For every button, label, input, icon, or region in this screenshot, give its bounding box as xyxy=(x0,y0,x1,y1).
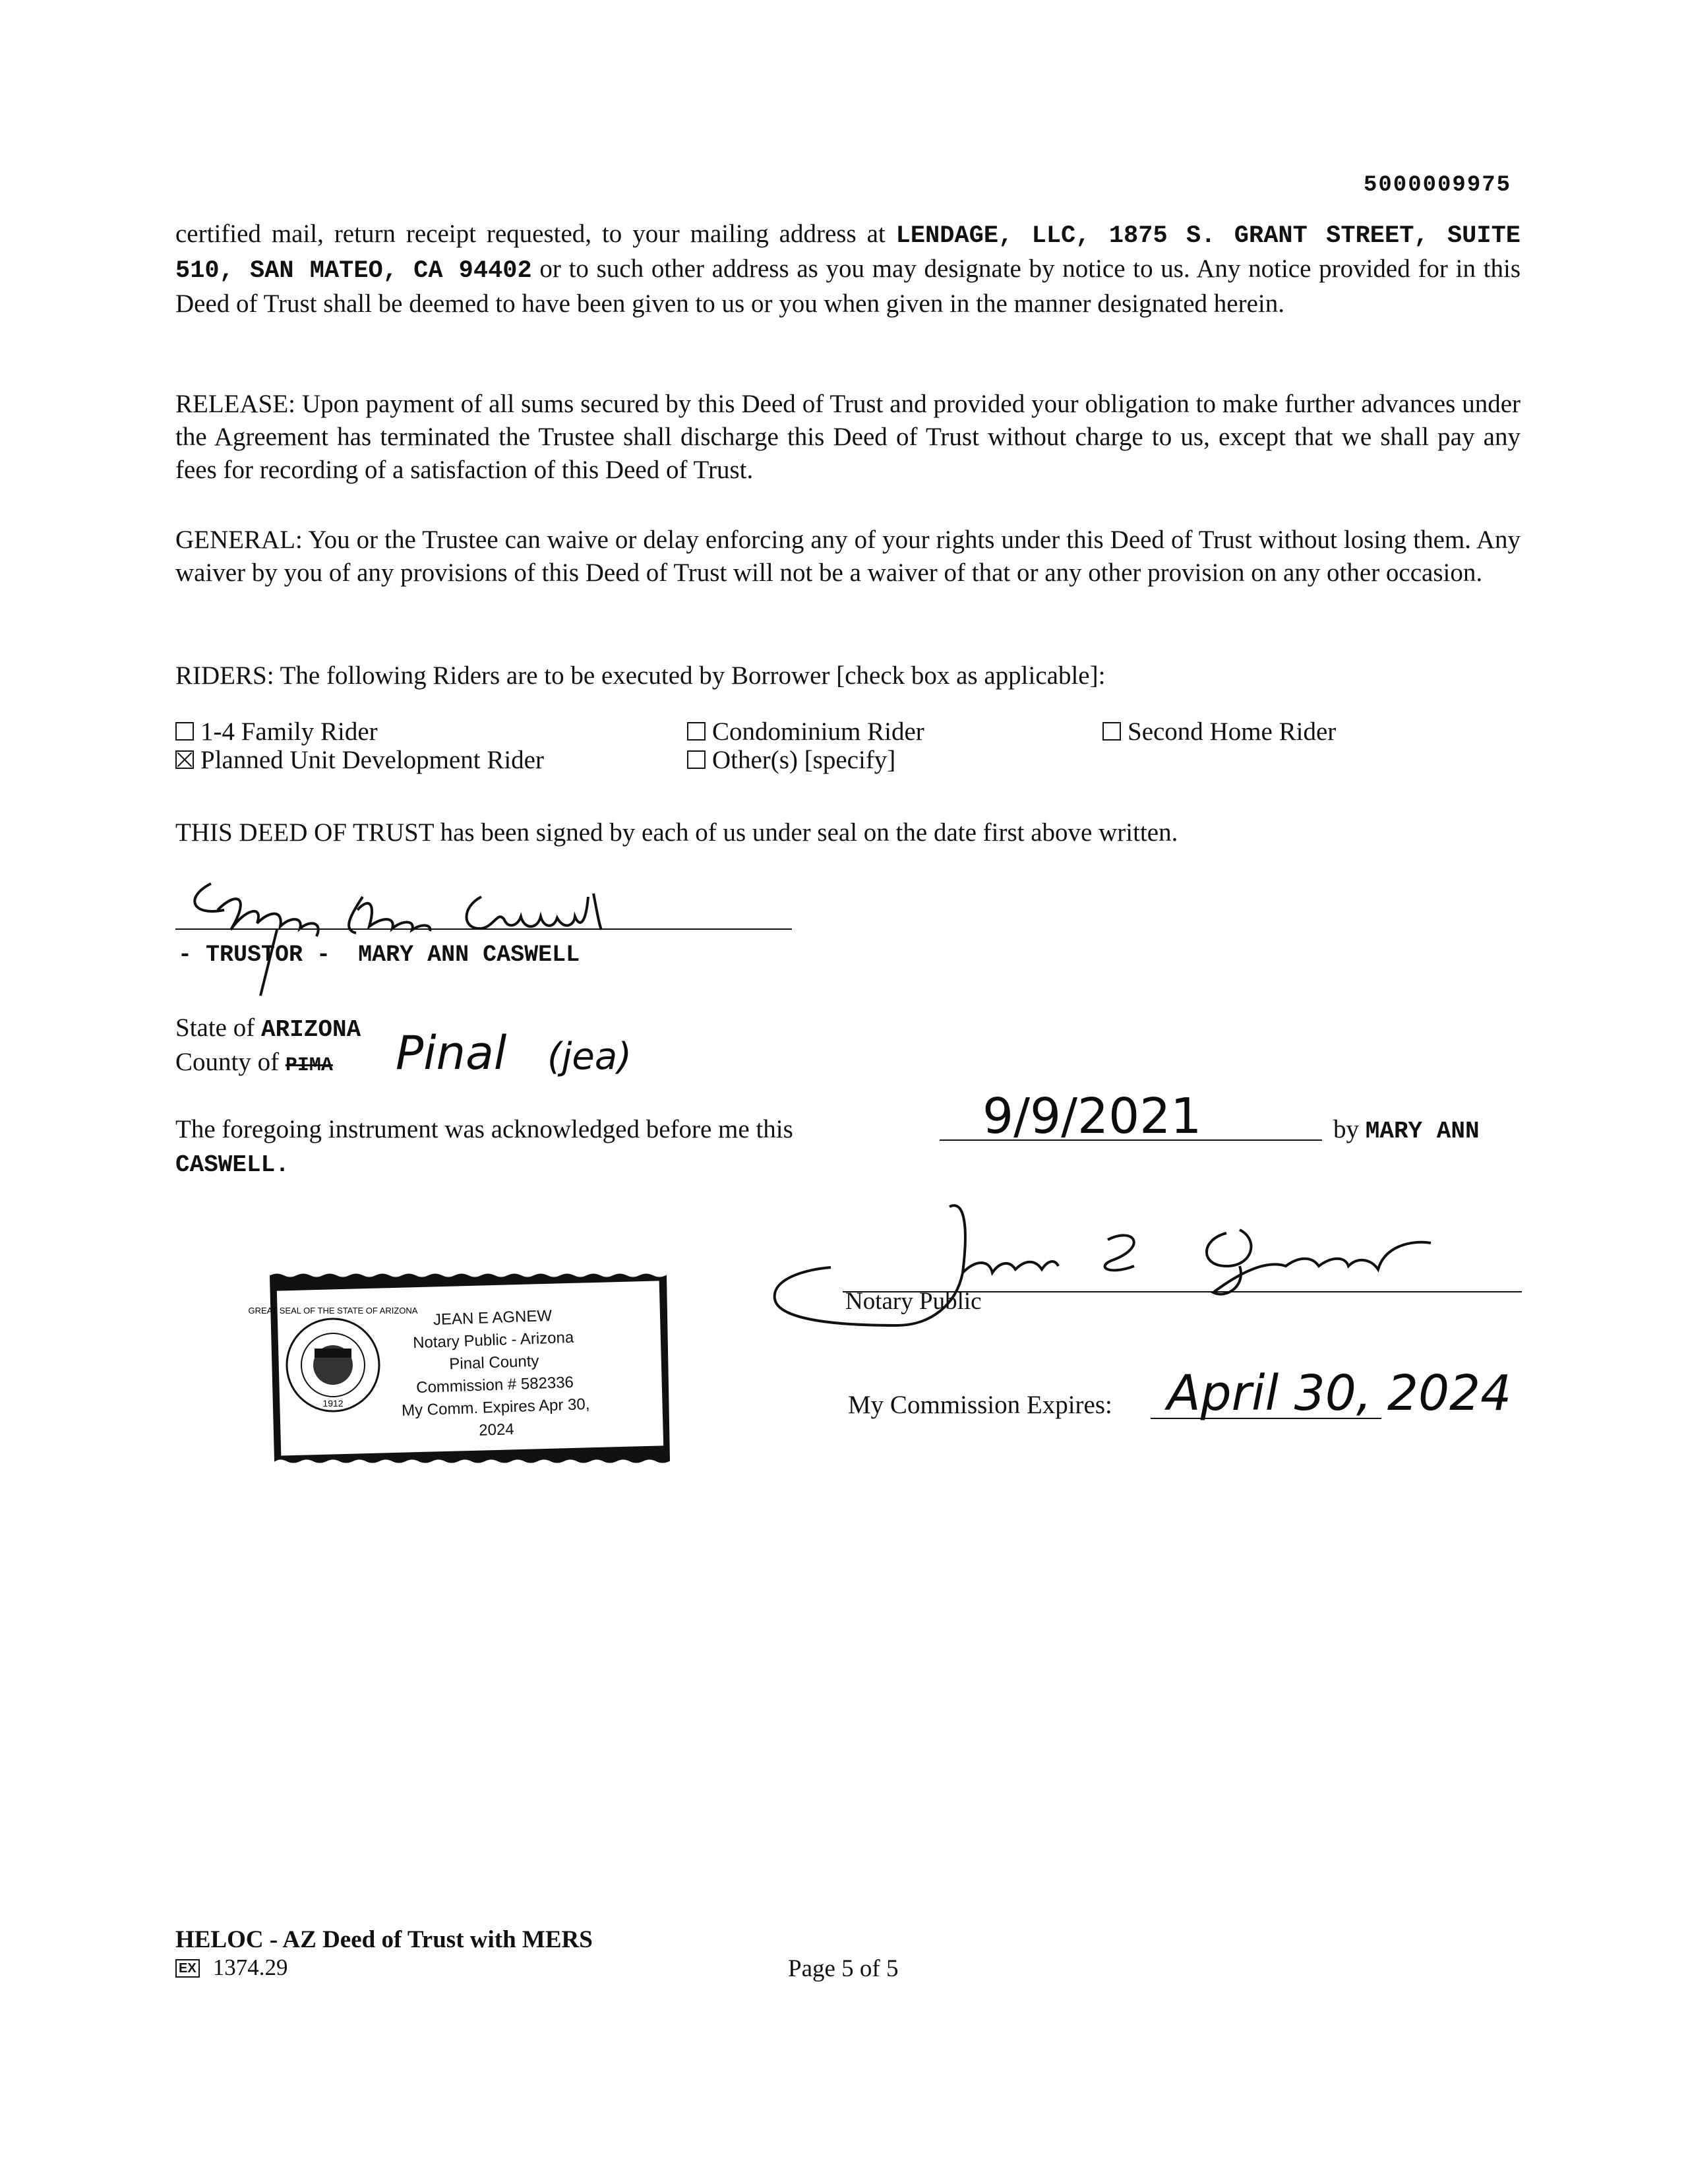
rider-second-home[interactable] xyxy=(1102,717,1336,746)
seal-ring-text: GREAT SEAL OF THE STATE OF ARIZONA xyxy=(248,1306,418,1316)
rider-planned-unit[interactable] xyxy=(175,746,544,774)
rider-label: Planned Unit Development Rider xyxy=(200,746,544,774)
rider-other[interactable] xyxy=(687,746,895,774)
county-struck: PIMA xyxy=(285,1054,333,1077)
ack-text: The foregoing instrument was acknowledged before me this xyxy=(175,1115,793,1143)
ack-by-label: by xyxy=(1333,1115,1366,1143)
stamp-line: JEAN E AGNEW xyxy=(433,1306,553,1329)
rider-label: Other(s) [specify] xyxy=(712,746,896,774)
seal-year: 1912 xyxy=(322,1398,344,1409)
stamp-line: Notary Public - Arizona xyxy=(412,1328,574,1352)
notice-tail: or to such other address as you may designate by notice to us. Any notice provided for in this Deed of Trust shall be deemed to have been given to us or you when given in the manner designated herein. xyxy=(175,255,1521,318)
trustor-label xyxy=(178,942,580,968)
rider-1-4-family[interactable] xyxy=(175,717,378,746)
rider-checkbox[interactable] xyxy=(687,722,706,741)
release-paragraph: RELEASE: Upon payment of all sums secured by this Deed of Trust and provided your obligation to make further advances under the Agreement has terminated the Trustee shall discharge this Deed of Trust without charge to us, except that we shall pay any fees for recording of a satisfaction of this Deed of Trust. xyxy=(175,390,1521,484)
stamp-text xyxy=(380,1303,609,1445)
loan-number: 5000009975 xyxy=(1364,173,1512,198)
form-code: 1374.29 xyxy=(212,1955,288,1980)
trustor-name: MARY ANN CASWELL xyxy=(358,942,580,968)
state-label: State of xyxy=(175,1014,261,1042)
ellie-mae-logo-icon xyxy=(175,1959,200,1978)
riders-intro: RIDERS: The following Riders are to be executed by Borrower [check box as applicable]: xyxy=(175,661,1106,690)
county-label: County of xyxy=(175,1048,286,1076)
state-value: ARIZONA xyxy=(260,1016,361,1043)
lender-address: LENDAGE, LLC, 1875 S. GRANT STREET, SUITE 510, SAN MATEO, CA 94402 xyxy=(175,222,1521,285)
logo-text: EX xyxy=(179,1961,196,1976)
stamp-line: My Comm. Expires Apr 30, 2024 xyxy=(401,1395,590,1440)
trustor-signature-line xyxy=(175,928,792,930)
ack-name-2: CASWELL. xyxy=(175,1151,289,1178)
rider-label: Condominium Rider xyxy=(712,717,924,746)
rider-checkbox[interactable] xyxy=(175,722,194,741)
footer-title: HELOC - AZ Deed of Trust with MERS xyxy=(175,1926,593,1953)
county-handwritten: Pinal xyxy=(396,1026,507,1080)
notary-signature xyxy=(765,1194,1523,1339)
notice-paragraph xyxy=(175,218,1521,320)
page-number: Page 5 of 5 xyxy=(788,1955,899,1982)
notice-lead: certified mail, return receipt requested, to your mailing address at xyxy=(175,220,896,248)
commission-date: April 30, 2024 xyxy=(1167,1365,1512,1422)
ack-name-1: MARY ANN xyxy=(1365,1118,1480,1145)
rider-condominium[interactable] xyxy=(687,717,924,746)
county-line xyxy=(175,1047,333,1077)
stamp-line: Commission # 582336 xyxy=(415,1373,574,1397)
general-paragraph: GENERAL: You or the Trustee can waive or delay enforcing any of your rights under this Deed of Trust without losing them. Any waiver by you of any provisions of this Deed of Trust will not be a waiver of that or any other provision on any other occasion. xyxy=(175,526,1521,587)
trustor-role: - TRUSTOR - xyxy=(178,942,331,968)
commission-label: My Commission Expires: xyxy=(848,1391,1112,1419)
signed-statement: THIS DEED OF TRUST has been signed by each of us under seal on the date first above written. xyxy=(175,818,1178,847)
rider-checkbox[interactable] xyxy=(687,750,706,769)
rider-label: 1-4 Family Rider xyxy=(200,717,378,746)
rider-checkbox[interactable] xyxy=(1102,722,1121,741)
ack-date: 9/9/2021 xyxy=(982,1088,1202,1145)
notary-public-label: Notary Public xyxy=(845,1288,982,1315)
footer-form xyxy=(175,1955,287,1981)
ack-by xyxy=(1333,1114,1480,1145)
rider-label: Second Home Rider xyxy=(1128,717,1337,746)
county-initials: (jea) xyxy=(547,1035,632,1078)
stamp-line: Pinal County xyxy=(448,1352,539,1374)
state-line xyxy=(175,1013,361,1043)
rider-checkbox-checked[interactable] xyxy=(175,750,194,769)
trustor-signature xyxy=(171,870,673,1002)
